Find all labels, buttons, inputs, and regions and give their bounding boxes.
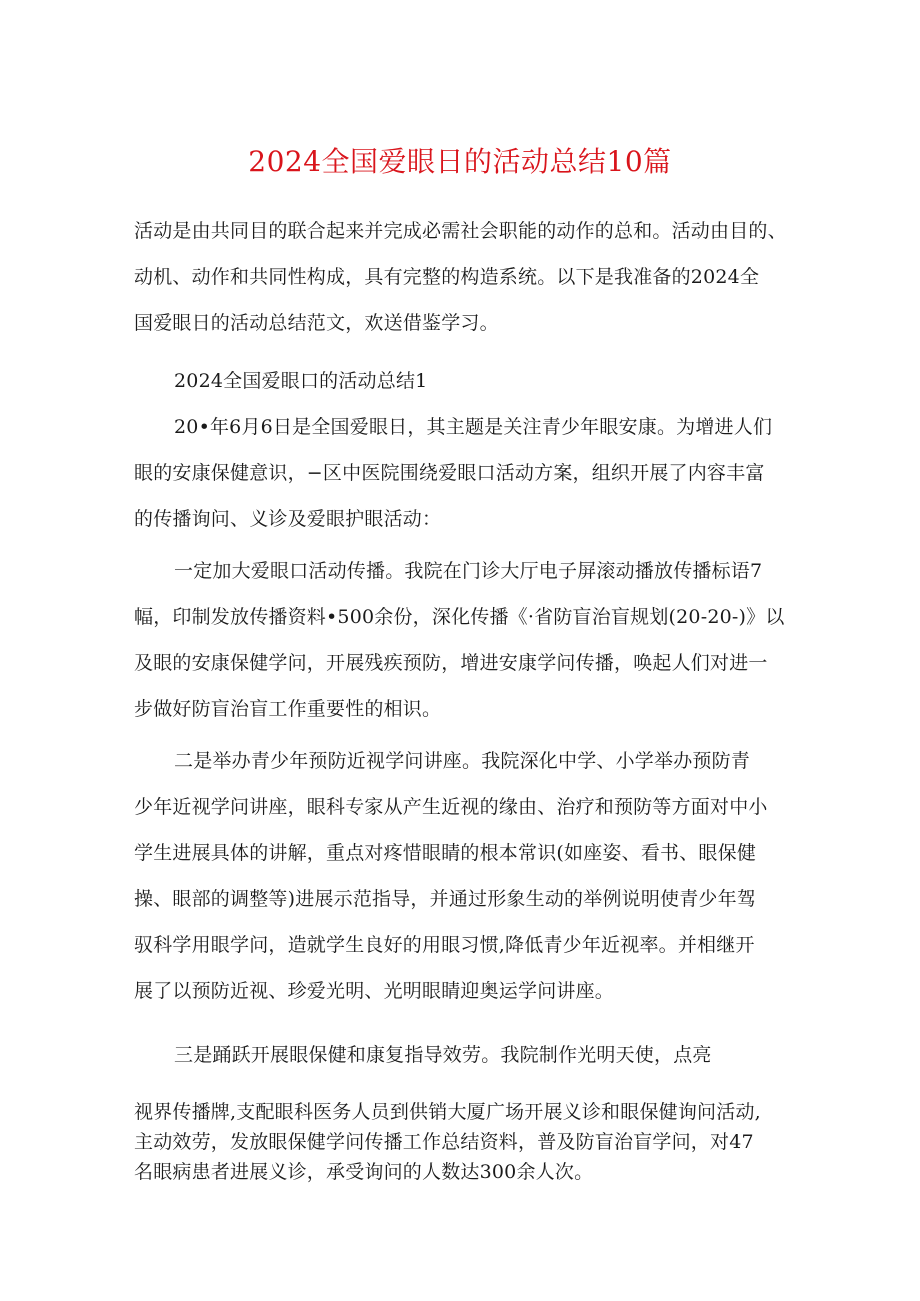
section-heading-text: 2024全国爱眼口的活动总结1	[174, 370, 428, 392]
text-line: 二是举办青少年预防近视学问讲座。我院深化中学、小学举办预防青	[174, 750, 751, 772]
paragraph-4-first-line	[134, 1032, 794, 1078]
text-line: 幅，印制发放传播资料•500余份，深化传播《·省防盲治盲规划(20-20-)》以	[134, 606, 785, 628]
intro-paragraph	[134, 208, 794, 346]
section-heading	[134, 358, 794, 404]
text-line: 动机、动作和共同性构成，具有完整的构造系统。以下是我准备的2024全	[134, 266, 760, 288]
text-line: 一定加大爱眼口活动传播。我院在门诊大厅电子屏滚动播放传播标语7	[174, 560, 763, 582]
document-title: 2024全国爱眼日的活动总结10篇	[248, 145, 672, 178]
paragraph-2	[134, 548, 794, 732]
paragraph-4	[134, 1097, 794, 1187]
text-line: 名眼病患者进展义诊，承受询问的人数达300余人次。	[134, 1161, 594, 1183]
text-line: 主动效劳，发放眼保健学问传播工作总结资料，普及防盲治盲学问，对47	[134, 1131, 754, 1153]
text-line: 步做好防盲治盲工作重要性的相识。	[134, 698, 442, 720]
text-line: 学生进展具体的讲解，重点对疼惜眼睛的根本常识(如座姿、看书、眼保健	[134, 842, 757, 864]
text-line: 的传播询问、义诊及爱眼护眼活动：	[134, 508, 442, 530]
text-line: 眼的安康保健意识，−区中医院围绕爱眼口活动方案，组织开展了内容丰富	[134, 462, 765, 484]
text-line: 20•年6月6日是全国爱眼日，其主题是关注青少年眼安康。为增进人们	[174, 416, 773, 438]
text-line: 驭科学用眼学问，造就学生良好的用眼习惯,降低青少年近视率。并相继开	[134, 934, 755, 956]
text-line: 国爱眼日的活动总结范文，欢送借鉴学习。	[134, 312, 499, 334]
text-line: 少年近视学问讲座，眼科专家从产生近视的缘由、治疗和预防等方面对中小	[134, 796, 768, 818]
text-line: 展了以预防近视、珍爱光明、光明眼睛迎奥运学问讲座。	[134, 980, 615, 1002]
paragraph-3	[134, 738, 794, 1014]
text-line: 三是踊跃开展眼保健和康复指导效劳。我院制作光明天使，点亮	[174, 1044, 712, 1066]
paragraph-1	[134, 404, 794, 542]
text-line: 及眼的安康保健学问，开展残疾预防，增进安康学问传播，唤起人们对进一	[134, 652, 768, 674]
text-line: 操、眼部的调整等)进展示范指导，并通过形象生动的举例说明使青少年驾	[134, 888, 757, 910]
text-line: 活动是由共同目的联合起来并完成必需社会职能的动作的总和。活动由目的、	[134, 220, 787, 242]
text-line: 视界传播牌,支配眼科医务人员到供销大厦广场开展义诊和眼保健询问活动,	[134, 1101, 761, 1123]
